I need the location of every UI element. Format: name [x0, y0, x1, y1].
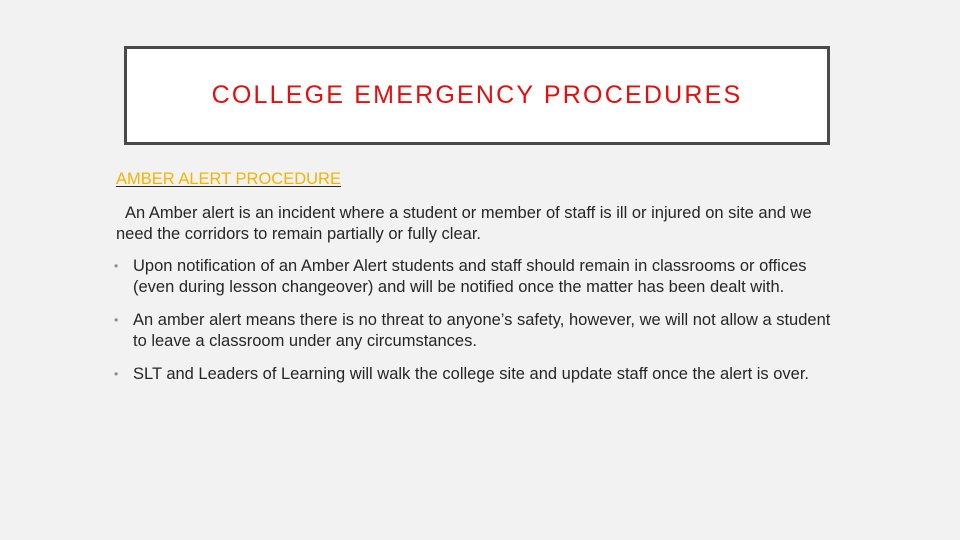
bullet-list	[112, 256, 832, 397]
bullet-item	[112, 256, 832, 298]
slide-title: COLLEGE EMERGENCY PROCEDURES	[211, 81, 743, 109]
section-heading: AMBER ALERT PROCEDURE	[116, 170, 341, 188]
bullet-text: An amber alert means there is no threat to anyone’s safety, however, we will not allow a student to leave a classroom under any circumstances.	[133, 311, 831, 350]
bullet-item	[112, 364, 832, 385]
bullet-item	[112, 310, 832, 352]
bullet-icon: •	[114, 367, 119, 381]
bullet-icon: •	[114, 259, 119, 273]
title-box	[124, 46, 830, 145]
bullet-text: SLT and Leaders of Learning will walk the college site and update staff once the alert is over.	[133, 365, 810, 383]
bullet-text: Upon notification of an Amber Alert students and staff should remain in classrooms or offices (even during lesson changeover) and will be notified once the matter has been dealt with.	[133, 257, 807, 296]
intro-paragraph: An Amber alert is an incident where a student or member of staff is ill or injured on site and we need the corridors to remain partially or fully clear.	[116, 204, 812, 243]
bullet-icon: •	[114, 313, 119, 327]
